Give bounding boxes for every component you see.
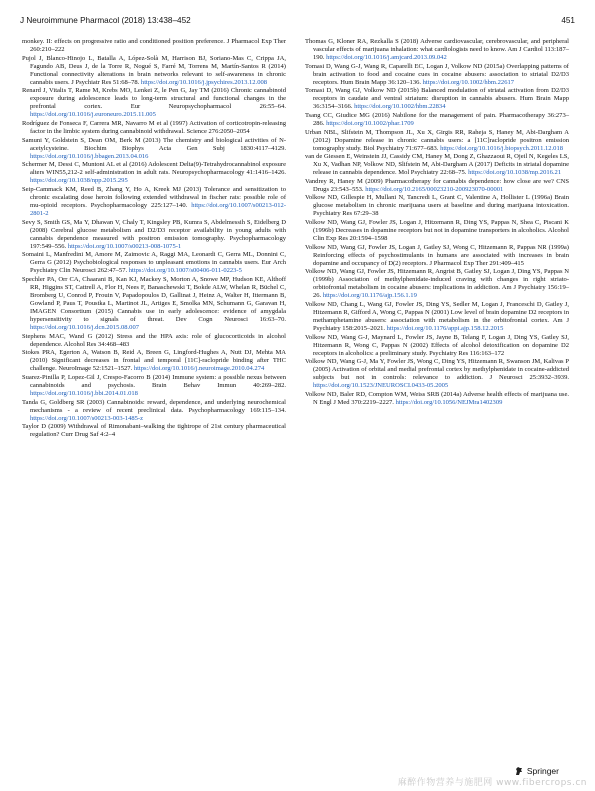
- reference-entry: Rodríguez de Fonseca F, Carrera MR, Navarro M et al (1997) Activation of corticotropin-releasing factor in the limbic system during cannabinoid withdrawal. Science 276:2050–2054: [22, 119, 286, 136]
- reference-entry: Volkow ND, Wang GJ, Fowler JS, Logan J, Gatley SJ, Wong C, Hitzemann R, Pappas NR (1999a) Reinforcing effects of psychostimulants in humans are associated with increases in brain dopamine and occupancy of D(2) receptors. J Pharmacol Exp Ther 291:409–415: [305, 243, 569, 267]
- doi-link[interactable]: https://doi.org/10.1002/phar.1709: [326, 119, 414, 127]
- doi-link[interactable]: https://doi.org/10.1038/mp.2016.21: [468, 169, 562, 177]
- doi-link[interactable]: https://doi.org/10.1016/j.bbi.2014.01.018: [30, 390, 138, 398]
- doi-link[interactable]: https://doi.org/10.1016/j.amjcard.2013.09.042: [326, 54, 447, 62]
- doi-link[interactable]: https://doi.org/10.1007/s00213-012-2801-2: [30, 201, 286, 217]
- reference-entry: Pujol J, Blanco-Hinojo L, Batalla A, López-Solà M, Harrison BJ, Soriano-Mas C, Crippa JA, Fagundo AB, Deus J, de la Torre R, Nogué S, Farré M, Torrens M, Martín-Santos R (2014) Functional connectivity alterations in brain networks relevant to self-awareness in chronic cannabis users. J Psychiatr Res 51:68–78. https://doi.org/10.1016/j.jpsychires.2013.12.008: [22, 54, 286, 86]
- running-header: [20, 16, 575, 28]
- reference-entry: Tsang CC, Giudice MG (2016) Nabilone for the management of pain. Pharmacotherapy 36:273–286. https://doi.org/10.1002/phar.1709: [305, 111, 569, 127]
- reference-entry: Thomas G, Kloner RA, Rezkalla S (2018) Adverse cardiovascular, cerebrovascular, and peripheral vascular effects of marijuana inhalation: what cardiologists need to know. Am J Cardiol 113:187–190. https://doi.org/10.1016/j.amjcard.2013.09.042: [305, 38, 569, 62]
- reference-entry: monkey. II: effects on progressive ratio and conditioned position preference. J Pharmacol Exp Ther 260:210–222: [22, 38, 286, 54]
- reference-entry: Volkow ND, Wang GJ, Fowler JS, Hitzemann R, Angrist B, Gatley SJ, Logan J, Ding YS, Pappas N (1999b) Association of methylphenidate-induced craving with changes in right striato-orbitofrontal metabolism in cocaine abusers: implications in addiction. Am J Psychiatry 156:19–26. https://doi.org/10.1176/ajp.156.1.19: [305, 268, 569, 300]
- reference-column-left: [22, 38, 286, 440]
- doi-link[interactable]: https://doi.org/10.1176/appi.ajp.158.12.2015: [386, 325, 504, 333]
- doi-link[interactable]: https://doi.org/10.1176/ajp.156.1.19: [322, 292, 417, 300]
- doi-link[interactable]: https://doi.org/10.1038/npp.2015.295: [30, 177, 128, 185]
- doi-link[interactable]: https://doi.org/10.1016/j.biopsych.2011.12.018: [440, 144, 564, 152]
- reference-entry: Vandrey R, Haney M (2009) Pharmacotherapy for cannabis dependence: how close are we? CNS Drugs 23:543–553. https://doi.org/10.2165/00023210-200923070-00001: [305, 177, 569, 193]
- doi-link[interactable]: https://doi.org/10.1007/s00213-008-1075-1: [67, 242, 182, 250]
- reference-entry: Volkow ND, Wang GJ, Fowler JS, Logan J, Hitzemann R, Ding YS, Pappas N, Shea C, Piscani K (1996b) Decreases in dopamine receptors but not in dopamine transporters in alcoholics. Alcohol Clin Exp Res 20:1594–1598: [305, 219, 569, 243]
- reference-entry: Tomasi D, Wang G-J, Wang R, Caparelli EC, Logan J, Volkow ND (2015a) Overlapping patterns of brain activation to food and cocaine cues in cocaine abusers: association to striatal D2/D3 receptors. Hum Brain Mapp 36:120–136. https://doi.org/10.1002/hbm.22617: [305, 62, 569, 86]
- doi-link[interactable]: https://doi.org/10.1016/j.dcn.2015.08.007: [30, 324, 139, 332]
- reference-entry: Volkow ND, Gillespie H, Mullani N, Tancredi L, Grant C, Valentine A, Hollister L (1996a) Brain glucose metabolism in chronic marijuana users at baseline and during marijuana intoxication. Psychiatry Res 67:29–38: [305, 194, 569, 218]
- reference-entry: Taylor D (2009) Withdrawal of Rimonabant–walking the tightrope of 21st century pharmaceutical regulation? Curr Drug Saf 4:2–4: [22, 423, 286, 439]
- reference-entry: Volkow ND, Chang L, Wang GJ, Fowler JS, Ding YS, Sedler M, Logan J, Franceschi D, Gatley J, Hitzemann R, Gifford A, Wong C, Pappas N (2001) Low level of brain dopamine D2 receptors in methamphetamine abusers: association with metabolism in the orbitofrontal cortex. Am J Psychiatry 158:2015–2021. https://doi.org/10.1176/appi.ajp.158.12.2015: [305, 301, 569, 333]
- doi-link[interactable]: https://doi.org/10.1002/hbm.22617: [422, 78, 515, 86]
- doi-link[interactable]: https://doi.org/10.1523/JNEUROSCI.0433-05.2005: [313, 382, 449, 390]
- reference-entry: Volkow ND, Baler RD, Compton WM, Weiss SRB (2014a) Adverse health effects of marijuana use. N Engl J Med 370:2219–2227. https://doi.org/10.1056/NEJMra1402309: [305, 391, 569, 407]
- reference-entry: Schermer M, Dessi C, Muntoni AL et al (2016) Adolescent Delta(9)-Tetrahydrocannabinol exposure alters WIN55,212-2 self-administration in adult rats. Neuropsychopharmacology 41:1416–1426. https://doi.org/10.1038/npp.2015.295: [22, 161, 286, 185]
- page-number: 451: [561, 16, 575, 25]
- doi-link[interactable]: https://doi.org/10.1056/NEJMra1402309: [395, 399, 503, 407]
- doi-link[interactable]: https://doi.org/10.1016/j.jpsychires.2013.12.008: [140, 78, 268, 86]
- doi-link[interactable]: https://doi.org/10.1007/s00406-011-0223-5: [128, 267, 242, 275]
- reference-entry: Seip-Cammack KM, Reed B, Zhang Y, Ho A, Kreek MJ (2013) Tolerance and sensitization to chronic escalating dose heroin following extended withdrawal in fischer rats: possible role of mu-opioid receptors. Psychopharmacology 225:127–140. https://doi.org/10.1007/s00213-012-2801-2: [22, 185, 286, 217]
- doi-link[interactable]: https://doi.org/10.1016/j.bbagen.2013.04.016: [30, 152, 149, 160]
- doi-link[interactable]: https://doi.org/10.1007/s00213-003-1485-z: [30, 414, 143, 422]
- reference-entry: Stokes PRA, Egerton A, Watson B, Reid A, Breen G, Lingford-Hughes A, Nutt DJ, Mehta MA (2010) Significant decreases in frontal and temporal [11C]-raclopride binding after THC challenge. NeuroImage 52:1521–1527. https://doi.org/10.1016/j.neuroimage.2010.04.274: [22, 349, 286, 373]
- reference-entry: Volkow ND, Wang G-J, Ma Y, Fowler JS, Wong C, Ding YS, Hitzemann R, Swanson JM, Kalivas P (2005) Activation of orbital and medial prefrontal cortex by methylphenidate in cocaine-addicted subjects but not in controls: relevance to addiction. J Neurosci 25:3932–3939. https://doi.org/10.1523/JNEUROSCI.0433-05.2005: [305, 358, 569, 390]
- doi-link[interactable]: https://doi.org/10.1002/hbm.22834: [354, 103, 446, 111]
- reference-entry: Tanda G, Goldberg SR (2003) Cannabinoids: reward, dependence, and underlying neurochemical mechanisms - a review of recent preclinical data. Psychopharmacology 169:115–134. https://doi.org/10.1007/s00213-003-1485-z: [22, 398, 286, 422]
- doi-link[interactable]: https://doi.org/10.2165/00023210-200923070-00001: [365, 185, 504, 193]
- reference-column-right: [305, 38, 569, 408]
- reference-entry: Suarez-Pinilla P, Lopez-Gil J, Crespo-Facorro B (2014) Immune system: a possible nexus between cannabinoids and psychosis. Brain Behav Immun 40:269–282. https://doi.org/10.1016/j.bbi.2014.01.018: [22, 373, 286, 398]
- site-watermark: 麻醉作物营养与施肥网 www.fibercrops.cn: [397, 778, 587, 788]
- reference-entry: Tomasi D, Wang GJ, Volkow ND (2015b) Balanced modulation of striatal activation from D2/D3 receptors in caudate and ventral striatum: disruption in cannabis abusers. Hum Brain Mapp 36:3154–3166. https://doi.org/10.1002/hbm.22834: [305, 87, 569, 111]
- reference-entry: Volkow ND, Wang G-J, Maynard L, Fowler JS, Jayne B, Telang F, Logan J, Ding YS, Gatley SJ, Hitzemann R, Wong C, Pappas N (2002) Effects of alcohol detoxification on dopamine D2 receptors in alcoholics: a preliminary study. Psychiatry Res 116:163–172: [305, 333, 569, 357]
- publisher-name: Springer: [526, 766, 559, 776]
- reference-entry: Somaini L, Manfredini M, Amore M, Zaimovic A, Raggi MA, Leonardi C, Gerra ML, Donnini C, Gerra G (2012) Psychobiological responses to unpleasant emotions in cannabis users. Eur Arch Psychiatry Clin Neurosci 262:47–57. https://doi.org/10.1007/s00406-011-0223-5: [22, 251, 286, 275]
- reference-entry: Spechler PA, Orr CA, Chaarani B, Kan KJ, Mackey S, Morton A, Snowe MP, Hudson KE, Althoff RR, Higgins ST, Cattrell A, Flor H, Nees F, Banaschewski T, Bokde ALW, Whelan R, Büchel C, Bromberg U, Conrod P, Frouin V, Papadopoulos D, Gallinat J, Heinz A, Walter H, Ittermann B, Gowland P, Paus T, Poustka L, Martinot JL, Artiges E, Smolka MN, Schumann G, Garavan H, IMAGEN Consortium (2015) Cannabis use in early adolescence: evidence of amygdala hypersensitivity to signals of threat. Dev Cogn Neurosci 16:63–70. https://doi.org/10.1016/j.dcn.2015.08.007: [22, 275, 286, 332]
- journal-reference: J Neuroimmune Pharmacol (2018) 13:438–452: [20, 16, 191, 25]
- reference-entry: Renard J, Vitalis T, Rame M, Krebs MO, Lenkei Z, le Pen G, Jay TM (2016) Chronic cannabinoid exposure during adolescence leads to long-term structural and functional changes in the prefrontal cortex. Eur Neuropsychopharmacol 26:55–64. https://doi.org/10.1016/j.euroneuro.2015.11.005: [22, 87, 286, 119]
- reference-entry: Stephens MAC, Wand G (2012) Stress and the HPA axis: role of glucocorticoids in alcohol dependence. Alcohol Res 34:468–483: [22, 332, 286, 348]
- reference-entry: Samuni Y, Goldstein S, Dean OM, Berk M (2013) The chemistry and biological activities of N-acetylcysteine. Biochim Biophys Acta Gen Subj 1830:4117–4129. https://doi.org/10.1016/j.bbagen.2013.04.016: [22, 136, 286, 160]
- reference-entry: van de Giessen E, Weinstein JJ, Cassidy CM, Haney M, Dong Z, Ghazzaoui R, Ojeil N, Kegeles LS, Xu X, Vadhan NP, Volkow ND, Slifstein M, Abi-Dargham A (2017) Deficits in striatal dopamine release in cannabis dependence. Mol Psychiatry 22:68–75. https://doi.org/10.1038/mp.2016.21: [305, 153, 569, 177]
- reference-entry: Urban NBL, Slifstein M, Thompson JL, Xu X, Girgis RR, Raheja S, Haney M, Abi-Dargham A (2012) Dopamine release in chronic cannabis users: a [11C]raclopride positron emission tomography study. Biol Psychiatry 71:677–683. https://doi.org/10.1016/j.biopsych.2011.12.018: [305, 128, 569, 152]
- reference-entry: Sevy S, Smith GS, Ma Y, Dhawan V, Chaly T, Kingsley PB, Kumra S, Abdelmessih S, Eidelberg D (2008) Cerebral glucose metabolism and D2/D3 receptor availability in young adults with cannabis dependence measured with positron emission tomography. Psychopharmacology 197:549–556. https://doi.org/10.1007/s00213-008-1075-1: [22, 218, 286, 250]
- doi-link[interactable]: https://doi.org/10.1016/j.euroneuro.2015.11.005: [30, 111, 156, 119]
- doi-link[interactable]: https://doi.org/10.1016/j.neuroimage.2010.04.274: [133, 365, 265, 373]
